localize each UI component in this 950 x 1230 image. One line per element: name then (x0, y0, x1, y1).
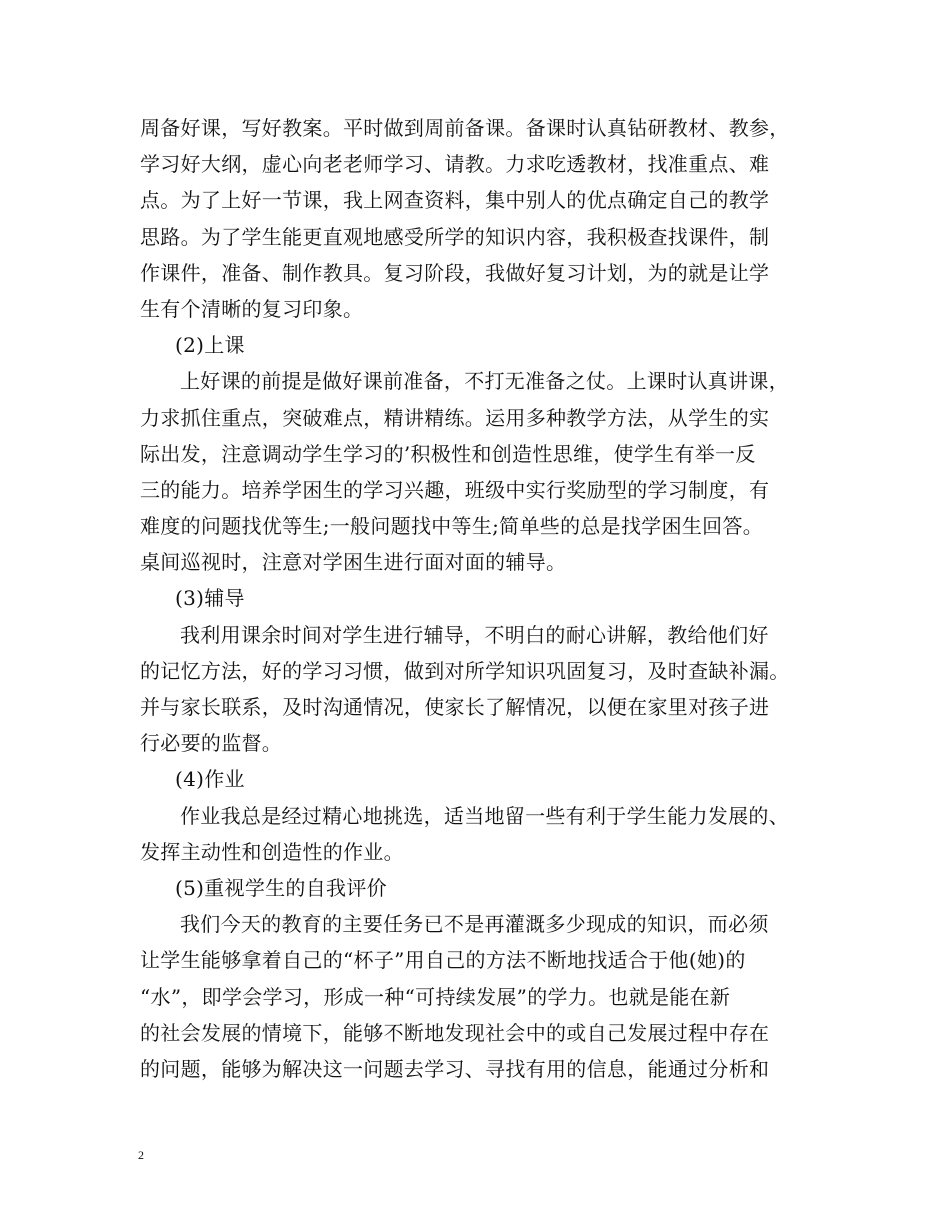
text-line: 的问题，能够为解决这一问题去学习、寻找有用的信息，能通过分析和 (140, 1056, 770, 1081)
text-line: 并与家长联系，及时沟通情况，使家长了解情况，以便在家里对孩子进 (140, 695, 770, 719)
text-line: 周备好课，写好教案。平时做到周前备课。备课时认真钻研教材、教参， (140, 116, 790, 140)
paragraph-start: 我们今天的教育的主要任务已不是再灌溉多少现成的知识，而必须 (180, 912, 769, 937)
text-line: 生有个清晰的复习印象。 (140, 296, 364, 321)
section-heading: (5)重视学生的自我评价 (175, 875, 387, 900)
body-text (140, 110, 830, 1087)
text-line: 的记忆方法，好的学习习惯，做到对所学知识巩固复习，及时查缺补漏。 (140, 658, 790, 683)
text-line: 力求抓住重点，突破难点，精讲精练。运用多种教学方法，从学生的实 (140, 405, 770, 430)
section-heading: (4)作业 (175, 767, 245, 792)
text-line: 学习好大纲，虚心向老老师学习、请教。力求吃透教材，找准重点、难 (140, 152, 770, 177)
paragraph-start: 上好课的前提是做好课前准备，不打无准备之仗。上课时认真讲课， (180, 369, 789, 394)
text-line: “水”，即学会学习，形成一种“可持续发展”的学力。也就是能在新 (140, 984, 731, 1009)
text-line: 让学生能够拿着自己的“杯子”用自己的方法不断地找适合于他(她)的 (140, 948, 746, 973)
paragraph-start: 作业我总是经过精心地挑选，适当地留一些有利于学生能力发展的、 (180, 803, 789, 828)
text-line: 点。为了上好一节课，我上网查资料，集中别人的优点确定自己的教学 (140, 188, 770, 213)
page-number: 2 (138, 1148, 144, 1162)
text-line: 发挥主动性和创造性的作业。 (140, 839, 404, 864)
paragraph-start: 我利用课余时间对学生进行辅导，不明白的耐心讲解，教给他们好 (180, 622, 769, 647)
text-line: 的社会发展的情境下，能够不断地发现社会中的或自己发展过程中存在 (140, 1020, 770, 1045)
section-heading: (2)上课 (175, 333, 245, 358)
text-line: 际出发，注意调动学生学习的’积极性和创造性思维，使学生有举一反 (140, 441, 756, 466)
text-line: 难度的问题找优等生;一般问题找中等生;简单些的总是找学困生回答。 (140, 514, 764, 539)
section-heading: (3)辅导 (175, 586, 245, 611)
text-line: 桌间巡视时，注意对学困生进行面对面的辅导。 (140, 550, 567, 575)
text-line: 思路。为了学生能更直观地感受所学的知识内容，我积极查找课件，制 (140, 224, 770, 249)
text-line: 三的能力。培养学困生的学习兴趣，班级中实行奖励型的学习制度，有 (140, 477, 770, 502)
text-line: 行必要的监督。 (140, 731, 283, 756)
text-line: 作课件，准备、制作教具。复习阶段，我做好复习计划，为的就是让学 (140, 260, 770, 285)
